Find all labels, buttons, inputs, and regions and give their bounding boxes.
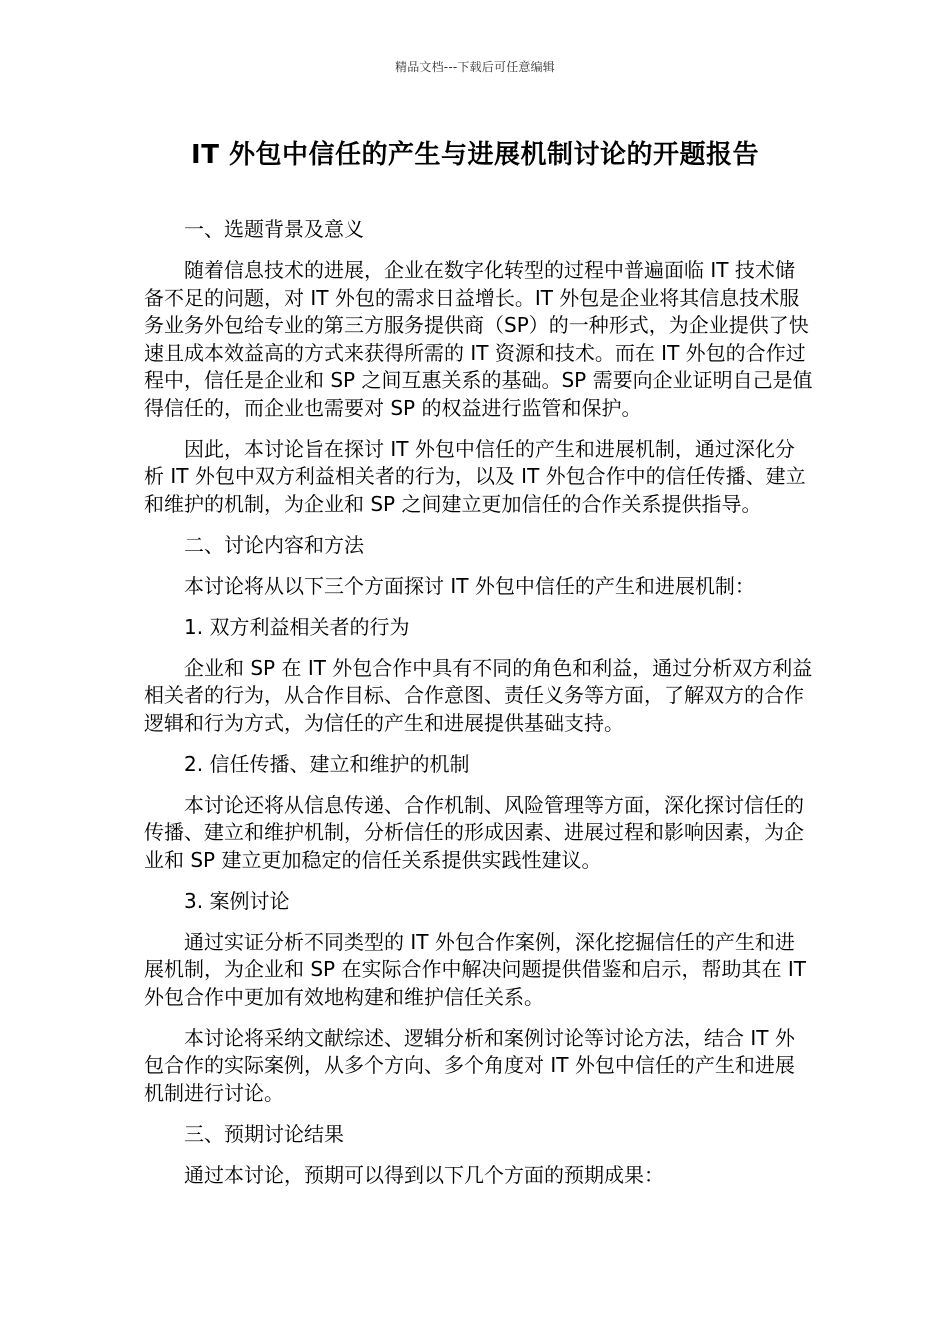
paragraph-stakeholders: 企业和 SP 在 IT 外包合作中具有不同的角色和利益，通过分析双方利益相关者的行为，从合作目标、合作意图、责任义务等方面，了解双方的合作逻辑和行为方式，为信任的产生和进展提供基础支持。 — [144, 655, 813, 735]
subheading-stakeholders: 1. 双方利益相关者的行为 — [184, 614, 410, 639]
paragraph-purpose: 因此，本讨论旨在探讨 IT 外包中信任的产生和进展机制，通过深化分析 IT 外包中双方利益相关者的行为，以及 IT 外包合作中的信任传播、建立和维护的机制，为企业和 SP 之间建立更加信任的合作关系提供指导。 — [144, 436, 806, 516]
document-title: IT 外包中信任的产生与进展机制讨论的开题报告 — [191, 140, 759, 170]
paragraph-background: 随着信息技术的进展，企业在数字化转型的过程中普遍面临 IT 技术储备不足的问题，对 IT 外包的需求日益增长。IT 外包是企业将其信息技术服务业务外包给专业的第三方服务提供商（SP）的一种形式，为企业提供了快速且成本效益高的方式来获得所需的 IT 资源和技术。而在 IT 外包的合作过程中，信任是企业和 SP 之间互惠关系的基础。SP 需要向企业证明自己是值得信任的，而企业也需要对 SP 的权益进行监管和保护。 — [144, 258, 813, 420]
paragraph-overview: 本讨论将从以下三个方面探讨 IT 外包中信任的产生和进展机制： — [184, 573, 755, 598]
paragraph-methods: 本讨论将采纳文献综述、逻辑分析和案例讨论等讨论方法，结合 IT 外包合作的实际案例，从多个方向、多个角度对 IT 外包中信任的产生和进展机制进行讨论。 — [144, 1025, 795, 1105]
document-body — [144, 216, 814, 1203]
page-header: 精品文档---下载后可任意编辑 — [395, 60, 555, 74]
section-heading-expected-results: 三、预期讨论结果 — [184, 1121, 344, 1146]
section-heading-content-method: 二、讨论内容和方法 — [184, 532, 364, 557]
paragraph-trust-mechanism: 本讨论还将从信息传递、合作机制、风险管理等方面，深化探讨信任的传播、建立和维护机制，分析信任的形成因素、进展过程和影响因素，为企业和 SP 建立更加稳定的信任关系提供实践性建议。 — [144, 792, 804, 872]
section-heading-background: 一、选题背景及意义 — [184, 217, 364, 241]
paragraph-case-study: 通过实证分析不同类型的 IT 外包合作案例，深化挖掘信任的产生和进展机制，为企业和 SP 在实际合作中解决问题提供借鉴和启示，帮助其在 IT 外包合作中更加有效地构建和维护信任关系。 — [144, 929, 806, 1009]
subheading-case-study: 3. 案例讨论 — [184, 888, 290, 913]
subheading-trust-mechanism: 2. 信任传播、建立和维护的机制 — [184, 751, 470, 776]
paragraph-expected-results: 通过本讨论，预期可以得到以下几个方面的预期成果： — [184, 1162, 664, 1187]
